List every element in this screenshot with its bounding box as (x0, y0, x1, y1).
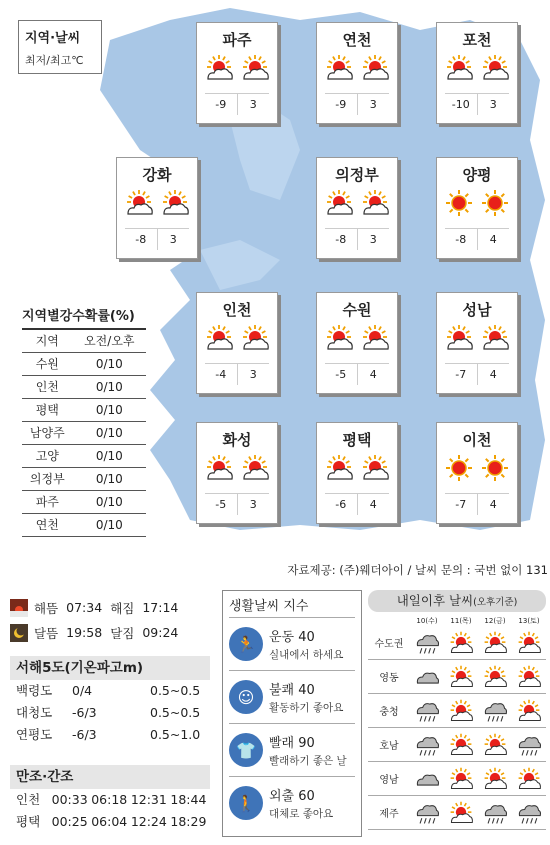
forecast-title (368, 590, 546, 612)
forecast-region: 영남 (379, 775, 399, 786)
forecast-region: 영동 (379, 673, 399, 684)
forecast-row (368, 762, 546, 796)
tide-section (10, 765, 210, 833)
rain-table-title: 지역별강수확률(%) (22, 309, 135, 324)
partly-cloudy-icon (360, 323, 390, 353)
city-high-temp: 4 (489, 498, 497, 511)
sunset-label: 해짐 (110, 600, 135, 616)
moonrise-time: 19:58 (66, 625, 103, 640)
sea-wave: 0.5~1.0 (150, 727, 201, 742)
forecast-title-text: 내일이후 날씨 (396, 593, 474, 608)
sunny-icon (444, 188, 474, 218)
life-item (229, 723, 355, 776)
tide-time: 12:31 (130, 792, 167, 807)
partly-cloudy-icon (204, 53, 234, 83)
partly-cloudy-icon (448, 698, 474, 724)
partly-cloudy-icon (360, 188, 390, 218)
partly-cloudy-icon (204, 453, 234, 483)
tide-time: 00:33 (51, 792, 88, 807)
city-temps (445, 363, 509, 385)
city-name: 성남 (462, 301, 492, 319)
moonrise-label: 달뜸 (34, 625, 59, 641)
city-card (316, 22, 398, 124)
partly-cloudy-icon (516, 630, 542, 656)
partly-cloudy-icon (480, 53, 510, 83)
partly-cloudy-icon (516, 664, 542, 690)
legend-title: 지역·날씨 (25, 31, 81, 46)
cloud-rain-icon (414, 800, 440, 826)
life-item-name: 외출 60 (269, 789, 315, 804)
city-name: 파주 (222, 31, 252, 49)
city-high-temp: 3 (369, 233, 377, 246)
partly-cloudy-icon (448, 766, 474, 792)
partly-cloudy-icon (160, 188, 190, 218)
forecast-row (368, 796, 546, 830)
sunrise-label: 해뜸 (34, 600, 59, 616)
city-card (196, 22, 278, 124)
sunny-icon (480, 453, 510, 483)
city-name: 의정부 (335, 166, 379, 184)
partly-cloudy-icon (448, 664, 474, 690)
city-high-temp: 3 (369, 98, 377, 111)
rain-region: 고양 (22, 444, 73, 467)
rain-prob: 0/10 (73, 444, 146, 467)
city-temps (205, 93, 269, 115)
sea-title: 서해5도(기온파고m) (10, 656, 210, 680)
sun-row (10, 595, 210, 620)
city-name: 연천 (342, 31, 372, 49)
forecast-dates (410, 616, 546, 626)
discomfort-icon: ☺ (229, 680, 263, 714)
partly-cloudy-icon (480, 323, 510, 353)
rain-prob: 0/10 (73, 375, 146, 398)
city-low-temp: -8 (445, 229, 478, 250)
cloud-rain-icon (414, 698, 440, 724)
rain-prob: 0/10 (73, 421, 146, 444)
city-low-temp: -8 (325, 229, 358, 250)
tide-time: 12:24 (130, 814, 167, 829)
forecast-row (368, 660, 546, 694)
partly-cloudy-icon (448, 732, 474, 758)
city-low-temp: -6 (325, 494, 358, 515)
city-weather-icons (317, 53, 397, 91)
city-name: 이천 (462, 431, 492, 449)
sea-island: 백령도 (16, 683, 53, 698)
cloud-rain-icon (414, 732, 440, 758)
rain-region: 의정부 (22, 467, 73, 490)
city-card (116, 157, 198, 259)
city-high-temp: 4 (489, 368, 497, 381)
city-weather-icons (117, 188, 197, 226)
city-temps (205, 363, 269, 385)
partly-cloudy-icon (124, 188, 154, 218)
life-item-name: 빨래 90 (269, 736, 315, 751)
forecast-region: 충청 (379, 707, 399, 718)
life-item-desc: 빨래하기 좋은 날 (269, 755, 347, 767)
life-item-desc: 활동하기 좋아요 (269, 702, 344, 714)
rain-header-ampm: 오전/오후 (73, 329, 146, 352)
life-item (229, 670, 355, 723)
sunrise-time: 07:34 (66, 600, 103, 615)
partly-cloudy-icon (240, 453, 270, 483)
sea-row (10, 702, 210, 724)
city-high-temp: 4 (489, 233, 497, 246)
cloud-rain-icon (516, 732, 542, 758)
cloud-rain-icon (516, 800, 542, 826)
city-low-temp: -9 (205, 94, 238, 115)
sunset-time: 17:14 (142, 600, 179, 615)
life-item-desc: 실내에서 하세요 (269, 649, 344, 661)
city-card (196, 422, 278, 524)
city-temps (445, 228, 509, 250)
city-high-temp: 4 (369, 368, 377, 381)
tide-time: 06:18 (91, 792, 128, 807)
city-card (436, 157, 518, 259)
cloud-rain-icon (414, 630, 440, 656)
rain-probability-table (22, 305, 146, 537)
rain-row (22, 398, 146, 421)
partly-cloudy-icon (448, 630, 474, 656)
city-high-temp: 3 (249, 368, 257, 381)
rain-region: 남양주 (22, 421, 73, 444)
rain-header-region: 지역 (22, 329, 73, 352)
city-weather-icons (197, 323, 277, 361)
sun-moon-times (10, 595, 210, 645)
forecast-row (368, 728, 546, 762)
forecast-date: 12(금) (484, 617, 506, 625)
city-high-temp: 3 (249, 498, 257, 511)
life-item-desc: 대체로 좋아요 (269, 808, 334, 820)
forecast-date: 13(토) (518, 617, 540, 625)
city-low-temp: -10 (445, 94, 478, 115)
partly-cloudy-icon (482, 732, 508, 758)
life-index-panel (222, 590, 362, 837)
city-weather-icons (197, 453, 277, 491)
tide-time: 18:44 (170, 792, 207, 807)
city-weather-icons (437, 453, 517, 491)
city-low-temp: -8 (125, 229, 158, 250)
running-icon: 🏃 (229, 627, 263, 661)
city-weather-icons (317, 323, 397, 361)
city-temps (445, 493, 509, 515)
tide-row (10, 789, 210, 811)
city-temps (325, 493, 389, 515)
tide-time: 18:29 (170, 814, 207, 829)
city-low-temp: -9 (325, 94, 358, 115)
city-weather-icons (317, 188, 397, 226)
city-low-temp: -7 (445, 494, 478, 515)
city-high-temp: 3 (249, 98, 257, 111)
rain-region: 파주 (22, 490, 73, 513)
city-low-temp: -5 (205, 494, 238, 515)
city-card (196, 292, 278, 394)
rain-row (22, 467, 146, 490)
city-card (436, 292, 518, 394)
sunny-icon (444, 453, 474, 483)
tide-time: 00:25 (51, 814, 88, 829)
tide-time: 06:04 (91, 814, 128, 829)
forecast-sub: (오후기준) (473, 597, 518, 608)
rain-region: 연천 (22, 513, 73, 536)
sea-row (10, 724, 210, 746)
city-temps (125, 228, 189, 250)
partly-cloudy-icon (324, 188, 354, 218)
life-item (229, 617, 355, 670)
city-weather-icons (197, 53, 277, 91)
partly-cloudy-icon (516, 698, 542, 724)
city-low-temp: -4 (205, 364, 238, 385)
sunrise-icon (10, 599, 28, 617)
sea-island: 연평도 (16, 727, 53, 742)
life-title: 생활날씨 지수 (229, 599, 309, 614)
city-card (316, 292, 398, 394)
moonrise-icon (10, 624, 28, 642)
cloud-rain-icon (482, 800, 508, 826)
city-name: 포천 (462, 31, 492, 49)
rain-region: 평택 (22, 398, 73, 421)
city-low-temp: -7 (445, 364, 478, 385)
partly-cloudy-icon (240, 53, 270, 83)
rain-prob: 0/10 (73, 467, 146, 490)
rain-prob: 0/10 (73, 398, 146, 421)
city-temps (325, 228, 389, 250)
forecast-region: 제주 (379, 809, 399, 820)
rain-row (22, 352, 146, 375)
cloud-rain-icon (482, 698, 508, 724)
city-temps (445, 93, 509, 115)
city-high-temp: 4 (369, 498, 377, 511)
partly-cloudy-icon (324, 323, 354, 353)
city-temps (205, 493, 269, 515)
partly-cloudy-icon (360, 53, 390, 83)
sunny-icon (480, 188, 510, 218)
partly-cloudy-icon (482, 766, 508, 792)
rain-region: 인천 (22, 375, 73, 398)
city-name: 화성 (222, 431, 252, 449)
forecast-region: 수도권 (374, 639, 404, 650)
forecast-region: 호남 (379, 741, 399, 752)
sea-temp: -6/3 (72, 705, 97, 720)
rain-prob: 0/10 (73, 490, 146, 513)
partly-cloudy-icon (482, 664, 508, 690)
city-weather-icons (317, 453, 397, 491)
life-item-name: 불쾌 40 (269, 683, 315, 698)
rain-prob: 0/10 (73, 352, 146, 375)
city-weather-icons (437, 188, 517, 226)
laundry-icon: 👕 (229, 733, 263, 767)
partly-cloudy-icon (204, 323, 234, 353)
moon-row (10, 620, 210, 645)
city-name: 인천 (222, 301, 252, 319)
rain-region: 수원 (22, 352, 73, 375)
rain-row (22, 513, 146, 536)
source-credit: 자료제공: (주)웨더아이 / 날씨 문의 : 국번 없이 131 (287, 563, 548, 577)
partly-cloudy-icon (444, 323, 474, 353)
forecast-panel (368, 590, 546, 837)
city-name: 평택 (342, 431, 372, 449)
sea-wave: 0.5~0.5 (150, 705, 201, 720)
partly-cloudy-icon (448, 800, 474, 826)
partly-cloudy-icon (324, 453, 354, 483)
forecast-date: 11(목) (450, 617, 472, 625)
life-item (229, 776, 355, 829)
moonset-time: 09:24 (142, 625, 179, 640)
city-name: 수원 (342, 301, 372, 319)
moonset-label: 달짐 (110, 625, 135, 641)
tide-row (10, 811, 210, 833)
legend-sub: 최저/최고℃ (25, 54, 84, 67)
city-card (316, 422, 398, 524)
rain-prob: 0/10 (73, 513, 146, 536)
rain-row (22, 421, 146, 444)
city-name: 강화 (142, 166, 172, 184)
tide-place: 평택 (16, 814, 41, 829)
rain-row (22, 444, 146, 467)
city-card (436, 422, 518, 524)
partly-cloudy-icon (360, 453, 390, 483)
cloudy-icon (414, 766, 440, 792)
rain-row (22, 375, 146, 398)
sea-row (10, 680, 210, 702)
rain-row (22, 490, 146, 513)
tide-title: 만조·간조 (10, 765, 210, 789)
city-low-temp: -5 (325, 364, 358, 385)
city-high-temp: 3 (169, 233, 177, 246)
partly-cloudy-icon (324, 53, 354, 83)
partly-cloudy-icon (240, 323, 270, 353)
forecast-row (368, 626, 546, 660)
city-temps (325, 93, 389, 115)
sea-section (10, 656, 210, 746)
tide-place: 인천 (16, 792, 41, 807)
partly-cloudy-icon (516, 766, 542, 792)
city-temps (325, 363, 389, 385)
life-item-name: 운동 40 (269, 630, 315, 645)
sea-wave: 0.5~0.5 (150, 683, 201, 698)
city-name: 양평 (462, 166, 492, 184)
city-card (316, 157, 398, 259)
city-high-temp: 3 (489, 98, 497, 111)
cloudy-icon (414, 664, 440, 690)
partly-cloudy-icon (482, 630, 508, 656)
map-legend (18, 20, 102, 74)
forecast-date: 10(수) (416, 617, 438, 625)
sea-island: 대청도 (16, 705, 53, 720)
sea-temp: -6/3 (72, 727, 97, 742)
sea-temp: 0/4 (72, 683, 93, 698)
city-weather-icons (437, 323, 517, 361)
city-weather-icons (437, 53, 517, 91)
city-card (436, 22, 518, 124)
partly-cloudy-icon (444, 53, 474, 83)
outing-icon: 🚶 (229, 786, 263, 820)
forecast-row (368, 694, 546, 728)
